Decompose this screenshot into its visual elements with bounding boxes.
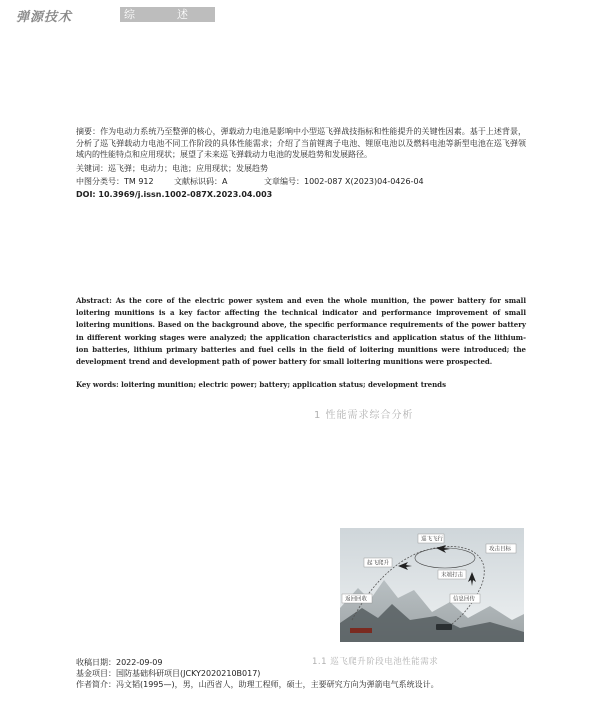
english-keywords: Key words: loitering munition; electric power; battery; application status; development trends: [76, 380, 447, 389]
label-terminal: 末端打击: [441, 572, 464, 579]
fund-project: 基金项目：国防基础科研项目(JCKY2020210B017): [76, 669, 261, 678]
chinese-abstract: 摘要：作为电动力系统乃至整弹的核心，弹载动力电池是影响中小型巡飞弹战技指标和性能提升的关键性因素。基于上述背景，分析了巡飞弹载动力电池不同工作阶段的具体性能需求；介绍了当前锂离子电池、锂原电池以及燃料电池等新型电池在巡飞弹领域内的性能特点和应用现状；展望了未来巡飞弹载动力电池的发展趋势和发展路径。: [76, 127, 526, 159]
doi: DOI: 10.3969/j.issn.1002-087X.2023.04.003: [76, 190, 273, 199]
section-label: 综述: [124, 8, 230, 21]
received-date: 收稿日期：2022-09-09: [76, 658, 163, 667]
chinese-keywords: 关键词：巡飞弹；电动力；电池；应用现状；发展趋势: [76, 164, 268, 173]
ground-vehicle-icon: [436, 624, 452, 630]
document-code: 文献标识码：A: [174, 177, 228, 186]
figure-caption: 1.1 巡飞爬升阶段电池性能需求: [312, 657, 439, 667]
label-recover: 返回回收: [345, 596, 368, 603]
author-bio: 作者简介：冯文韬(1995—)，男，山西省人，助理工程师，硕士，主要研究方向为弹箭电气系统设计。: [76, 680, 439, 689]
figure-illustration: [340, 528, 524, 642]
journal-title: 弹源技术: [16, 10, 73, 25]
article-number: 文章编号：1002-087 X(2023)04-0426-04: [264, 177, 424, 186]
classification-row: [76, 176, 526, 188]
mission-profile-figure: [340, 528, 524, 642]
label-strike: 攻击目标: [489, 546, 512, 553]
clc-number: 中图分类号：TM 912: [76, 177, 154, 186]
label-transmit: 信息回传: [453, 596, 476, 603]
label-launch: 起飞爬升: [367, 560, 390, 567]
section-heading: 1 性能需求综合分析: [314, 410, 414, 421]
english-abstract: Abstract: As the core of the electric power system and even the whole munition, the power battery for small loitering munitions is a key factor affecting the technical indicator and performance improvement of small loitering munitions. Based on the background above, the specific performance requirements of the power battery in different working stages were analyzed; the application characteristics and application status of the lithium-ion batteries, lithium primary batteries and fuel cells in the field of loitering munitions were introduced; the development trend and development path of power battery for small loitering munitions were prospected.: [76, 296, 526, 367]
launcher-icon: [350, 628, 372, 633]
label-patrol: 巡飞飞行: [421, 536, 444, 543]
